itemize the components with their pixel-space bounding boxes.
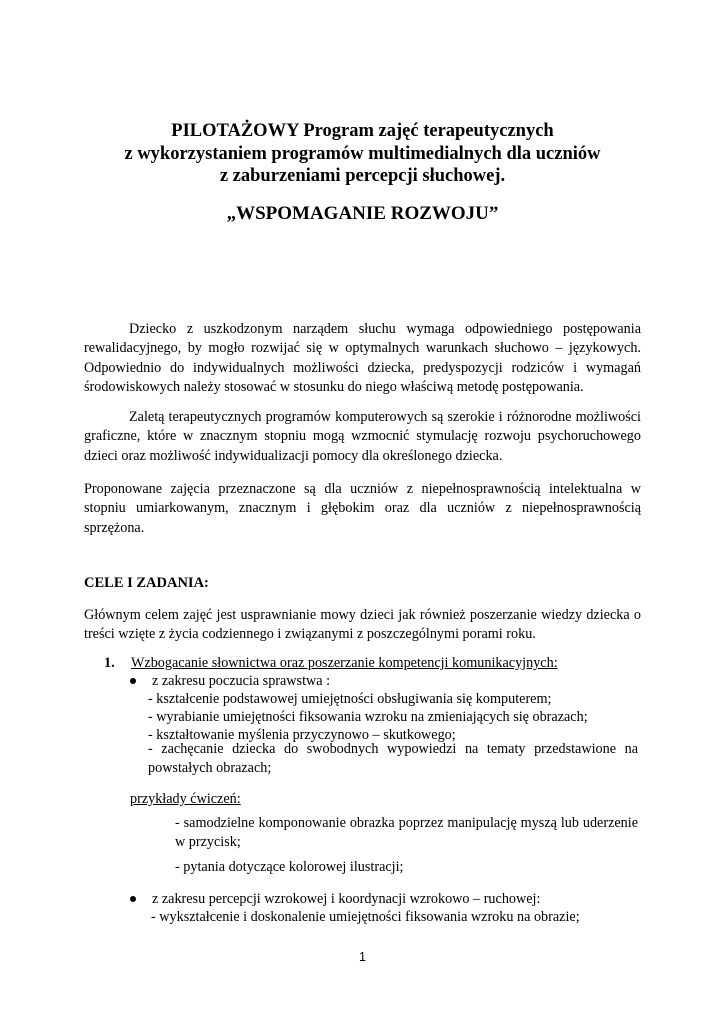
bullet2-title: z zakresu percepcji wzrokowej i koordynacji wzrokowo – ruchowej: xyxy=(152,891,541,907)
paragraph-3: Proponowane zajęcia przeznaczone są dla uczniów z niepełnosprawnością intelektualna w stopniu umiarkowanym, znacznym i głębokim oraz dla uczniów z niepełnosprawnością sprzężona. xyxy=(84,481,641,536)
section-heading: CELE I ZADANIA: xyxy=(84,575,209,591)
title-line-1: PILOTAŻOWY Program zajęć terapeutycznych xyxy=(171,121,554,141)
title-line-2: z wykorzystaniem programów multimedialnych dla uczniów xyxy=(124,143,601,164)
bullet-line-2: - wyrabianie umiejętności fiksowania wzroku na zmieniających się obrazach; xyxy=(148,709,588,725)
bullet2-line-1: - wykształcenie i doskonalenie umiejętności fiksowania wzroku na obrazie; xyxy=(151,909,580,925)
examples-label: przykłady ćwiczeń: xyxy=(130,791,241,807)
document-title xyxy=(60,120,665,188)
title-line-3: z zaburzeniami percepcji słuchowej. xyxy=(219,166,506,186)
paragraph-2: Zaletą terapeutycznych programów komputerowych są szerokie i różnorodne możliwości graficzne, które w znacznym stopniu mogą wzmocnić stymulację rozwoju psychoruchowego dzieci oraz możliwość indywidualizacji pomocy dla określonego dziecka. xyxy=(84,409,641,464)
bullet-dot xyxy=(130,896,136,902)
example-2: - pytania dotyczące kolorowej ilustracji; xyxy=(175,859,404,875)
document-subtitle: „WSPOMAGANIE ROZWOJU” xyxy=(226,203,499,224)
bullet-line-4: - zachęcanie dziecka do swobodnych wypowiedzi na tematy przedstawione na powstałych obrazach; xyxy=(148,741,638,776)
section-intro: Głównym celem zajęć jest usprawnianie mowy dzieci jak również poszerzanie wiedzy dziecka o treści wzięte z życia codziennego i związanymi z poszczególnymi porami roku. xyxy=(84,607,641,643)
list-item-title: Wzbogacanie słownictwa oraz poszerzanie kompetencji komunikacyjnych: xyxy=(131,655,558,671)
example-1: - samodzielne komponowanie obrazka poprzez manipulację myszą lub uderzenie w przycisk; xyxy=(175,815,638,850)
page-number: 1 xyxy=(359,950,366,964)
bullet-line-3: - kształtowanie myślenia przyczynowo – skutkowego; xyxy=(148,727,456,743)
bullet-line-1: - kształcenie podstawowej umiejętności obsługiwania się komputerem; xyxy=(148,691,552,707)
bullet-dot xyxy=(130,678,136,684)
bullet-title: z zakresu poczucia sprawstwa : xyxy=(152,673,331,689)
paragraph-1: Dziecko z uszkodzonym narządem słuchu wymaga odpowiedniego postępowania rewalidacyjnego, by mogło rozwijać się w optymalnych warunkach słuchowo – językowych. Odpowiednio do indywidualnych możliwości dziecka, predyspozycji rodziców i wymagań środowiskowych należy stosować w stosunku do niego właściwą metodę postępowania. xyxy=(84,321,641,396)
list-number: 1. xyxy=(104,655,115,671)
